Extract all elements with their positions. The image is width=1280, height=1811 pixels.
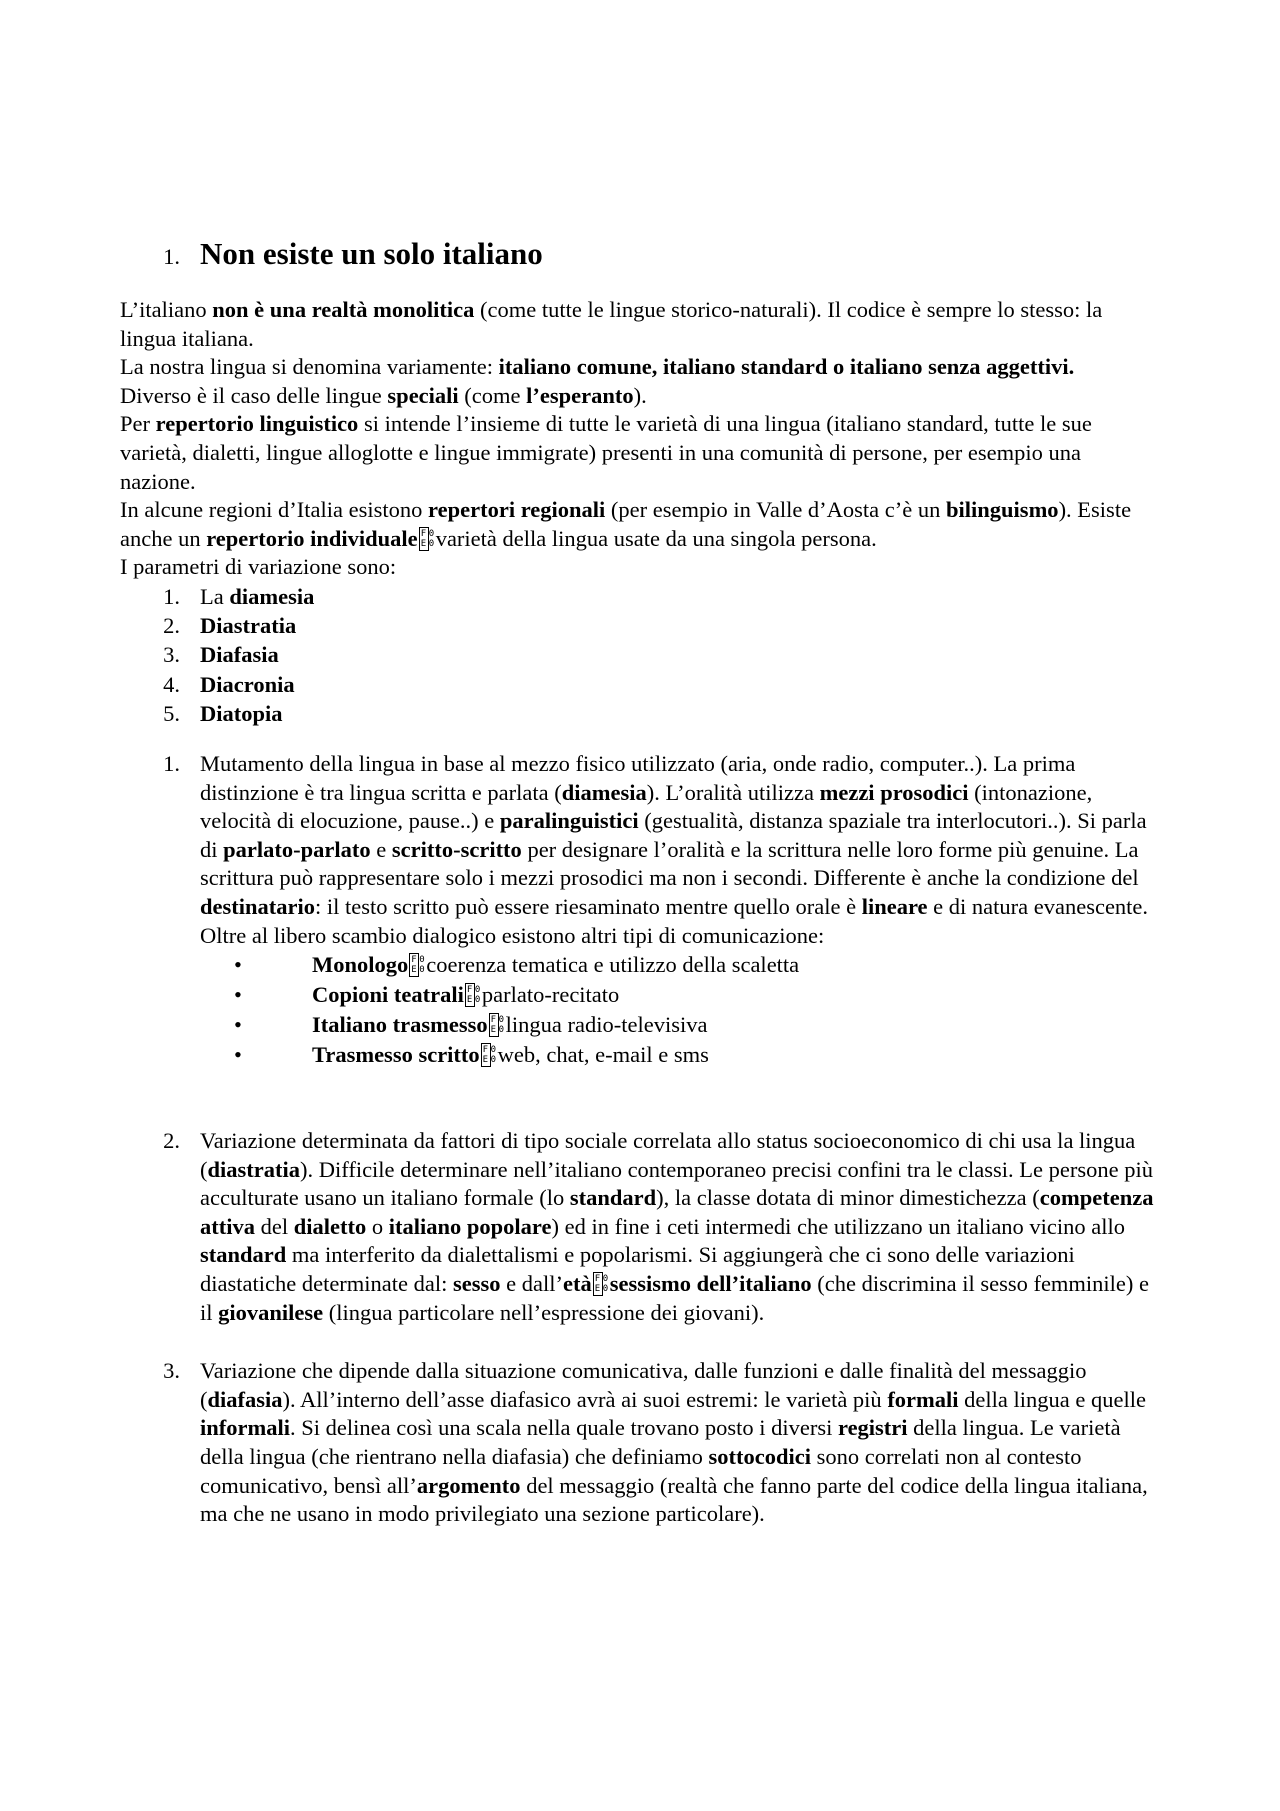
bold-term: diastratia — [207, 1156, 300, 1182]
text-run: del messaggio (realtà che fanno parte del codice della lingua italiana, ma che ne usano in modo privilegiato una sezione particolare). — [200, 1472, 1148, 1527]
bullet-icon: • — [234, 982, 242, 1008]
text-run: coerenza tematica e utilizzo della scaletta — [426, 952, 800, 978]
text-run: Per — [120, 411, 156, 437]
parameter-item — [120, 670, 1160, 699]
text-run: ). All’interno dell’asse diafasico avrà ai suoi estremi: le varietà più — [282, 1386, 888, 1412]
text-run: (come — [458, 382, 527, 408]
bold-term: lineare — [861, 893, 928, 919]
intro-paragraph — [120, 553, 1160, 582]
list-content — [200, 699, 1160, 728]
text-run: e dall’ — [500, 1271, 563, 1297]
text-run: (come tutte le lingue storico-naturali). Il codice è sempre lo stesso: la lingua italiana. — [120, 297, 1103, 351]
text-run: L’italiano — [120, 297, 213, 322]
bold-term: speciali — [387, 382, 459, 408]
bullet-item — [120, 980, 1160, 1010]
list-number: 4. — [163, 671, 180, 697]
bold-term: Copioni teatrali — [312, 982, 464, 1008]
bullet-text — [312, 950, 799, 980]
heading-number: 1. — [163, 244, 180, 269]
parameters-list — [120, 582, 1160, 728]
text-run: La nostra lingua si denomina variamente: — [120, 354, 499, 380]
bold-term: italiano comune, italiano standard o italiano senza aggettivi. — [498, 354, 1075, 380]
bold-term: Italiano trasmesso — [312, 1012, 488, 1038]
intro-text — [120, 296, 1160, 582]
bold-term: repertori regionali — [428, 497, 606, 523]
text-run: per designare l’oralità e la scrittura nelle loro forme più genuine. La scrittura può rappresentare solo i mezzi prosodici ma non i secondi. Differente è anche la condizione del — [200, 836, 1139, 891]
parameter-item — [120, 640, 1160, 669]
list-content — [200, 670, 1160, 699]
bold-term: diamesia — [229, 583, 315, 609]
parameter-item — [120, 611, 1160, 640]
text-run: o — [366, 1213, 389, 1239]
bold-term: mezzi prosodici — [819, 779, 969, 805]
list-content — [200, 582, 1160, 611]
text-run: web, chat, e-mail e sms — [497, 1042, 709, 1068]
bold-term: competenza attiva — [200, 1185, 1154, 1239]
spacer — [120, 1327, 1160, 1357]
bullet-item — [120, 1010, 1160, 1040]
section-item — [120, 1357, 1160, 1529]
text-run: . Si delinea così una scala nella quale trovano posto i diversi — [290, 1415, 838, 1441]
bold-term: sessismo dell’italiano — [609, 1271, 812, 1297]
text-run: ) ed in fine i ceti intermedi che utilizzano un italiano vicino allo — [551, 1213, 1126, 1239]
section-heading — [120, 234, 1160, 274]
text-run: del — [255, 1213, 294, 1239]
list-number: 2. — [163, 1128, 180, 1154]
text-run: parlato-recitato — [481, 982, 620, 1008]
communication-types-list — [120, 950, 1160, 1070]
bold-term: bilinguismo — [946, 497, 1059, 523]
bold-term: età — [563, 1271, 592, 1297]
text-run: : il testo scritto può essere riesaminato mentre quello orale è — [315, 893, 862, 919]
bold-term: giovanilese — [218, 1299, 324, 1325]
list-content — [200, 611, 1160, 640]
intro-paragraph — [120, 410, 1160, 496]
bold-term: Diacronia — [200, 671, 295, 697]
bold-term: non è una realtà monolitica — [212, 297, 475, 322]
bold-term: destinatario — [200, 893, 315, 919]
spacer — [120, 1070, 1160, 1127]
bold-term: sesso — [453, 1271, 501, 1297]
text-run: (lingua particolare nell’espressione dei giovani). — [323, 1299, 765, 1325]
bold-term: dialetto — [293, 1213, 367, 1239]
bold-term: informali — [200, 1415, 290, 1441]
bold-term: formali — [887, 1386, 959, 1412]
text-run: ). L’oralità utilizza — [646, 779, 820, 805]
bold-term: argomento — [416, 1472, 521, 1498]
list-number: 2. — [163, 613, 180, 639]
parameter-item — [120, 582, 1160, 611]
missing-glyph-icon: F 0 E 0 — [411, 955, 425, 976]
text-run: ), la classe dotata di minor dimestichezza ( — [656, 1185, 1040, 1211]
intro-paragraph — [120, 353, 1160, 382]
list-number: 3. — [163, 642, 180, 668]
intro-paragraph — [120, 382, 1160, 411]
bold-term: standard — [200, 1242, 287, 1268]
missing-glyph-icon: F 0 E 0 — [594, 1274, 609, 1295]
section-text — [200, 1357, 1160, 1529]
missing-glyph-icon: F 0 E 0 — [490, 1015, 505, 1036]
bold-term: standard — [569, 1185, 657, 1211]
text-run: varietà della lingua usate da una singola persona. — [435, 525, 877, 551]
text-run: della lingua e quelle — [958, 1386, 1146, 1412]
bullet-text — [312, 1010, 707, 1040]
text-run: ). Difficile determinare nell’italiano contemporaneo precisi confini tra le classi. Le persone più acculturate usano un italiano formale (lo — [200, 1156, 1154, 1211]
bold-term: sottocodici — [708, 1444, 811, 1470]
bold-term: Monologo — [312, 952, 409, 978]
text-run: (che discrimina il sesso femminile) e il — [200, 1271, 1150, 1325]
text-run: e — [370, 836, 392, 862]
heading-title: Non esiste un solo italiano — [200, 236, 543, 271]
bold-term: italiano popolare — [388, 1213, 552, 1239]
bold-term: paralinguistici — [499, 808, 639, 834]
intro-paragraph — [120, 296, 1160, 353]
bold-term: parlato-parlato — [223, 836, 371, 862]
bold-term: Diatopia — [200, 700, 283, 726]
bold-term: diamesia — [561, 779, 647, 805]
text-run: I parametri di variazione sono: — [120, 554, 397, 580]
document-page — [120, 234, 1160, 1529]
text-run: La — [200, 583, 230, 609]
text-run: si intende l’insieme di tutte le varietà di una lingua (italiano standard, tutte le sue varietà, dialetti, lingue alloglotte e lingue immigrate) presenti in una comunità di persone, per esempio una nazione. — [120, 411, 1092, 494]
bullet-text — [312, 1040, 709, 1070]
sections-list — [120, 750, 1160, 1529]
bold-term: repertorio individuale — [206, 525, 418, 551]
list-number: 1. — [163, 750, 180, 776]
text-run: Diverso è il caso delle lingue — [120, 382, 388, 408]
text-run: In alcune regioni d’Italia esistono — [120, 497, 429, 523]
intro-paragraph — [120, 496, 1160, 553]
bullet-item — [120, 1040, 1160, 1070]
text-run: (intonazione, velocità di elocuzione, pause..) e — [200, 779, 1093, 834]
missing-glyph-icon: F 0 E 0 — [482, 1045, 497, 1066]
text-run: e di natura evanescente. Oltre al libero scambio dialogico esistono altri tipi di comunicazione: — [200, 893, 1149, 948]
section-text — [200, 1127, 1160, 1327]
text-run: Variazione che dipende dalla situazione comunicativa, dalle funzioni e dalle finalità del messaggio ( — [200, 1358, 1087, 1412]
bold-term: Diafasia — [200, 642, 279, 668]
bold-term: Diastratia — [200, 613, 297, 639]
list-number: 3. — [163, 1358, 180, 1384]
text-run: lingua radio-televisiva — [505, 1012, 708, 1038]
text-run: sono correlati non al contesto comunicativo, bensì all’ — [200, 1444, 1082, 1498]
section-text — [200, 750, 1160, 950]
list-content — [200, 640, 1160, 669]
text-run: Variazione determinata da fattori di tipo sociale correlata allo status socioeconomico di chi usa la lingua ( — [200, 1128, 1136, 1182]
text-run: ). — [633, 382, 647, 408]
bullet-icon: • — [234, 1012, 242, 1038]
parameter-item — [120, 699, 1160, 728]
bold-term: l’esperanto — [526, 382, 634, 408]
bold-term: registri — [837, 1415, 908, 1441]
list-number: 1. — [163, 583, 180, 609]
text-run: Mutamento della lingua in base al mezzo fisico utilizzato (aria, onde radio, computer..). La prima distinzione è tra lingua scritta e parlata ( — [200, 750, 1076, 805]
bold-term: scritto-scritto — [391, 836, 522, 862]
bullet-item — [120, 950, 1160, 980]
missing-glyph-icon: F 0 E 0 — [420, 528, 435, 549]
section-item — [120, 750, 1160, 950]
bullet-text — [312, 980, 619, 1010]
text-run: della lingua. Le varietà della lingua (che rientrano nella diafasia) che definiamo — [200, 1415, 1121, 1470]
text-run: (per esempio in Valle d’Aosta c’è un — [605, 497, 947, 523]
bullet-icon: • — [234, 1042, 242, 1068]
bold-term: diafasia — [207, 1386, 283, 1412]
list-number: 5. — [163, 700, 180, 726]
text-run: ma interferito da dialettalismi e popolarismi. Si aggiungerà che ci sono delle variazioni diastatiche determinate dal: — [200, 1242, 1075, 1297]
bold-term: repertorio linguistico — [155, 411, 359, 437]
missing-glyph-icon: F 0 E 0 — [466, 985, 481, 1006]
bullet-icon: • — [234, 952, 242, 978]
section-item — [120, 1127, 1160, 1327]
text-run: (gestualità, distanza spaziale tra interlocutori..). Si parla di — [200, 808, 1147, 862]
text-run: ). Esiste anche un — [120, 497, 1132, 551]
bold-term: Trasmesso scritto — [312, 1042, 480, 1068]
